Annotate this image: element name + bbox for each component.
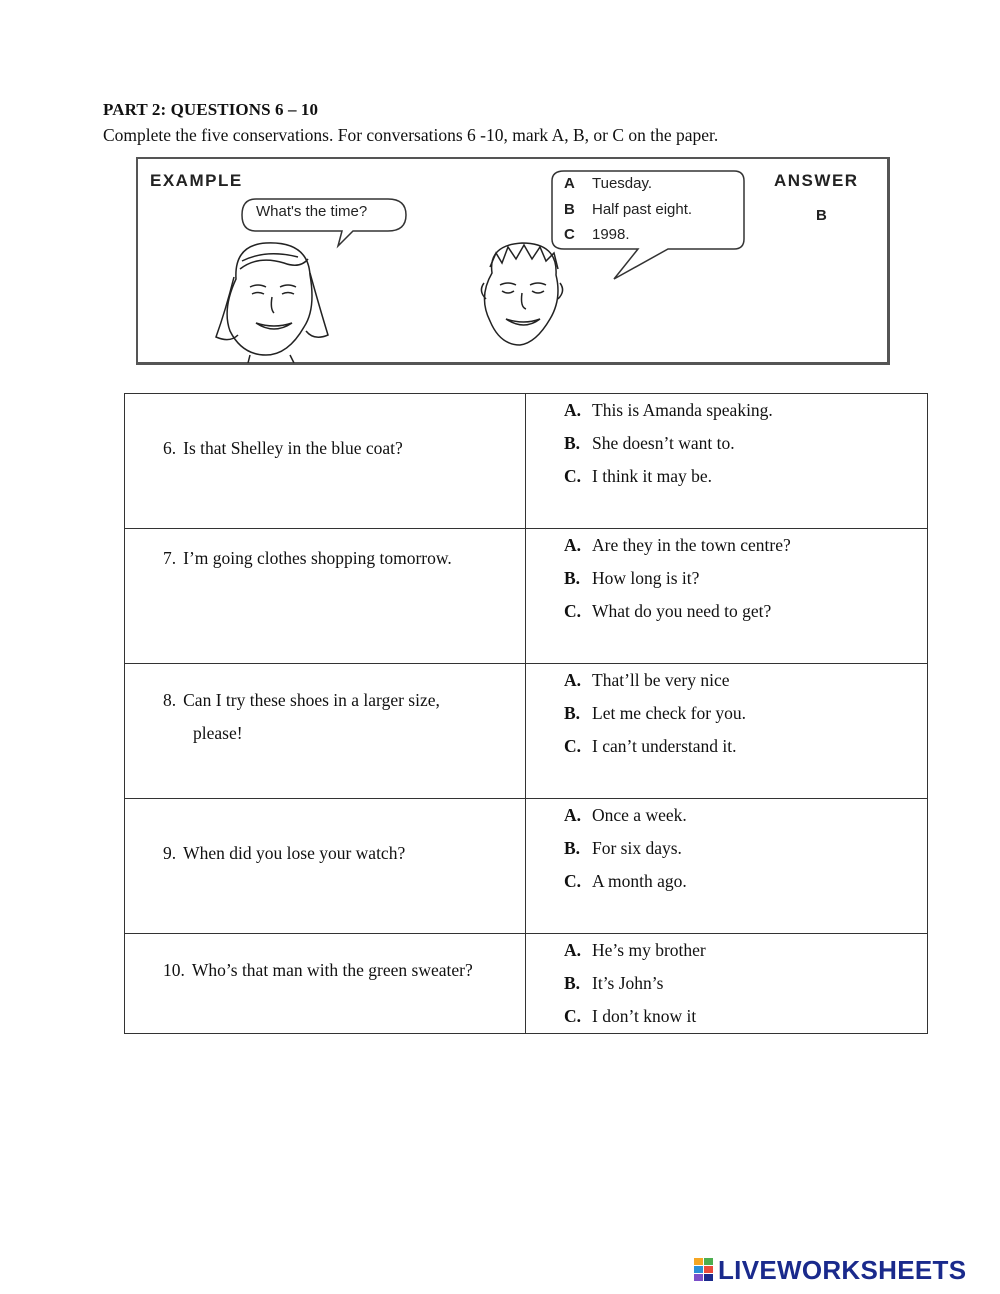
option-letter: A. [564, 940, 582, 960]
question-row [125, 394, 928, 529]
option-letter: B. [564, 703, 581, 723]
answer-option-c[interactable] [564, 865, 927, 898]
liveworksheets-logo-icon [694, 1258, 714, 1282]
example-option-letter: A [564, 175, 575, 192]
question-row [125, 934, 928, 1034]
example-label: EXAMPLE [150, 171, 243, 190]
example-question: What's the time? [256, 203, 368, 220]
question-cell [125, 934, 526, 1034]
example-option [564, 175, 652, 192]
example-option-letter: B [564, 201, 575, 218]
option-letter: B. [564, 433, 581, 453]
question-row [125, 664, 928, 799]
answer-option-c[interactable] [564, 595, 927, 628]
answer-option-b[interactable] [564, 562, 927, 595]
option-letter: B. [564, 838, 581, 858]
example-option-text: Half past eight. [592, 201, 693, 218]
option-text: I don’t know it [592, 1006, 697, 1026]
question-number: 9. [163, 843, 177, 863]
question-text: When did you lose your watch? [183, 843, 406, 863]
answer-option-b[interactable] [564, 967, 927, 1000]
options-cell [526, 664, 928, 799]
options-cell [526, 394, 928, 529]
answer-value: B [816, 207, 827, 224]
liveworksheets-brand[interactable] [694, 1256, 966, 1284]
option-text: He’s my brother [592, 940, 706, 960]
option-text: It’s John’s [592, 973, 664, 993]
question-text-continuation: please! [193, 723, 243, 743]
question-text: Can I try these shoes in a larger size, [183, 690, 440, 710]
answer-option-a[interactable] [564, 529, 927, 562]
question-text: Who’s that man with the green sweater? [191, 960, 473, 980]
options-cell [526, 529, 928, 664]
answer-option-a[interactable] [564, 664, 927, 697]
option-text: How long is it? [592, 568, 700, 588]
example-option [564, 226, 630, 243]
question-row [125, 529, 928, 664]
answer-option-c[interactable] [564, 730, 927, 763]
question-number: 10. [163, 960, 185, 980]
option-letter: A. [564, 400, 582, 420]
option-letter: C. [564, 736, 582, 756]
option-letter: A. [564, 535, 582, 555]
example-box [136, 157, 890, 365]
example-option-text: Tuesday. [592, 175, 653, 192]
option-text: For six days. [592, 838, 682, 858]
question-number: 6. [163, 438, 177, 458]
option-text: That’ll be very nice [592, 670, 730, 690]
answer-option-a[interactable] [564, 799, 927, 832]
options-cell [526, 934, 928, 1034]
question-cell [125, 529, 526, 664]
option-text: I think it may be. [592, 466, 713, 486]
example-option-text: 1998. [592, 226, 630, 243]
option-letter: C. [564, 466, 582, 486]
example-option [564, 201, 692, 218]
option-text: A month ago. [592, 871, 687, 891]
question-cell [125, 394, 526, 529]
option-letter: C. [564, 871, 582, 891]
answer-option-b[interactable] [564, 697, 927, 730]
option-text: I can’t understand it. [592, 736, 737, 756]
question-cell [125, 799, 526, 934]
option-text: Let me check for you. [592, 703, 747, 723]
answer-option-b[interactable] [564, 427, 927, 460]
question-text: Is that Shelley in the blue coat? [183, 438, 403, 458]
option-text: What do you need to get? [592, 601, 772, 621]
part-heading: PART 2: QUESTIONS 6 – 10 [103, 100, 319, 119]
option-letter: A. [564, 805, 582, 825]
question-row [125, 799, 928, 934]
option-text: This is Amanda speaking. [592, 400, 773, 420]
option-letter: B. [564, 973, 581, 993]
option-text: Once a week. [592, 805, 687, 825]
options-cell [526, 799, 928, 934]
question-text: I’m going clothes shopping tomorrow. [183, 548, 452, 568]
option-letter: B. [564, 568, 581, 588]
example-option-letter: C [564, 226, 575, 243]
question-number: 8. [163, 690, 177, 710]
option-text: Are they in the town centre? [592, 535, 791, 555]
girl-face-icon [216, 243, 328, 363]
answer-option-a[interactable] [564, 394, 927, 427]
answer-option-b[interactable] [564, 832, 927, 865]
instructions-text: Complete the five conservations. For conversations 6 -10, mark A, B, or C on the paper. [103, 125, 719, 145]
brand-name: LIVEWORKSHEETS [718, 1254, 967, 1285]
option-letter: C. [564, 601, 582, 621]
questions-table [124, 393, 928, 1034]
option-letter: A. [564, 670, 582, 690]
answer-option-c[interactable] [564, 1000, 927, 1033]
question-number: 7. [163, 548, 177, 568]
option-text: She doesn’t want to. [592, 433, 735, 453]
option-letter: C. [564, 1006, 582, 1026]
answer-label: ANSWER [774, 171, 859, 190]
answer-option-a[interactable] [564, 934, 927, 967]
question-cell [125, 664, 526, 799]
boy-face-icon [481, 243, 562, 345]
answer-option-c[interactable] [564, 460, 927, 493]
